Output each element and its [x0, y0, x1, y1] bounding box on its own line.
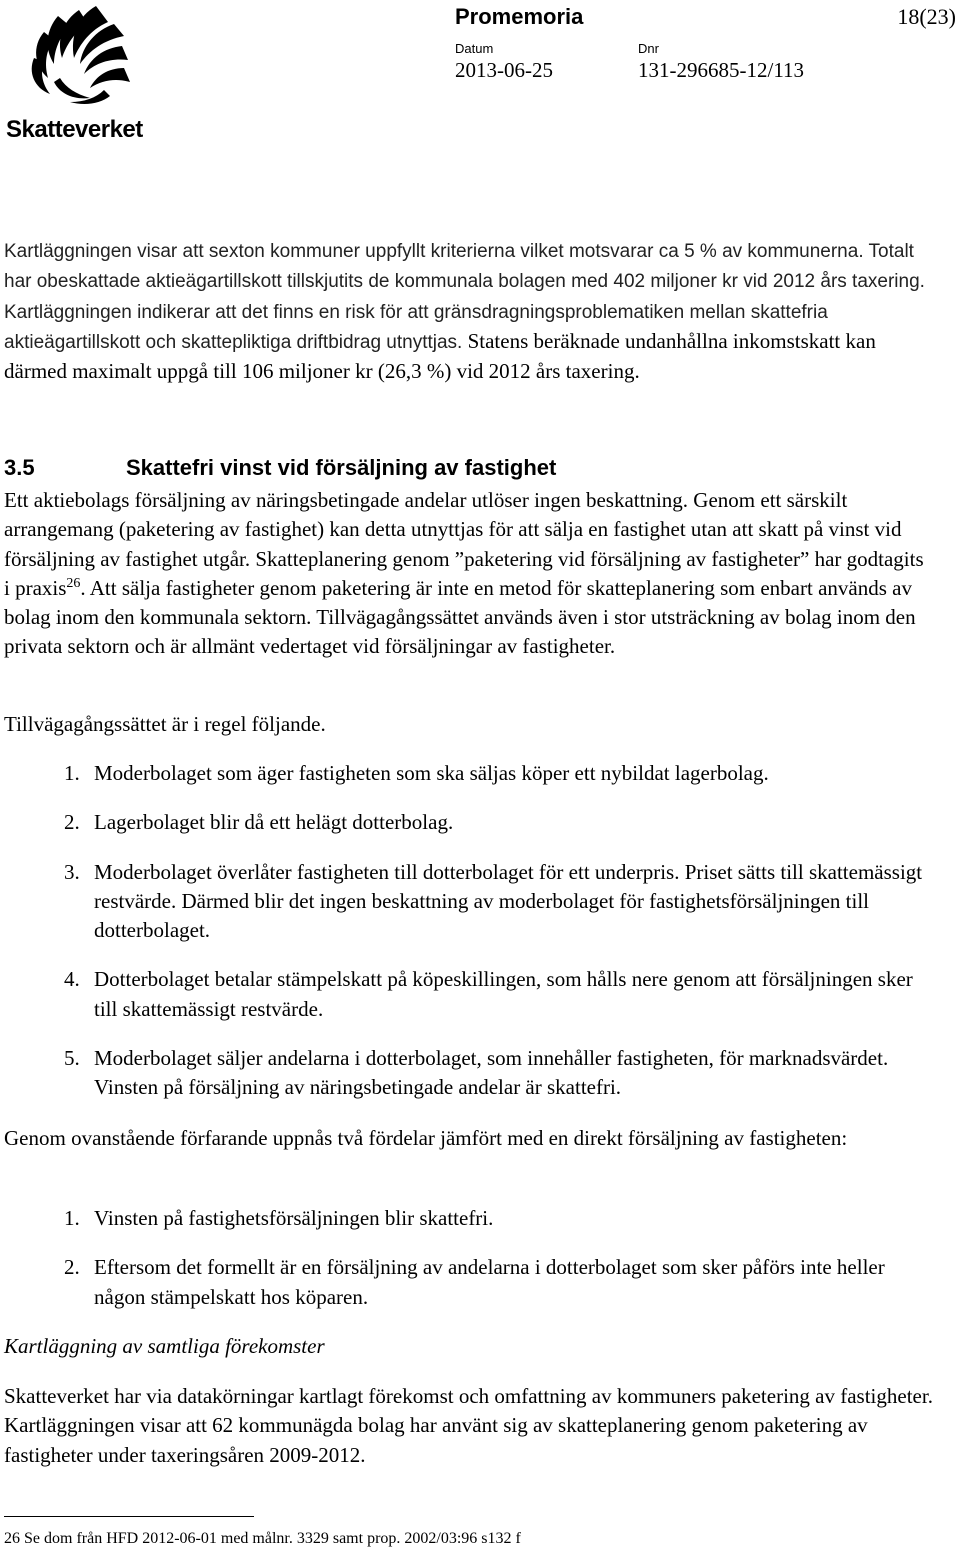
section-heading — [4, 455, 556, 481]
list-text: Vinsten på fastighetsförsäljningen blir skattefri. — [94, 1206, 494, 1230]
list-item — [4, 1253, 934, 1312]
document-type-title: Promemoria — [455, 4, 584, 29]
procedure-steps-list — [4, 759, 934, 1123]
list-number: 5. — [64, 1046, 80, 1071]
footnote-ref: 26 — [66, 575, 81, 591]
list-text: Moderbolaget överlåter fastigheten till dotterbolaget för ett underpris. Priset sätts till skattemässigt restvärde. Därmed blir det ingen beskattning av moderbolaget för fastighetsförsäljningen till dotterbolaget. — [94, 859, 923, 943]
paragraph-run: Statens beräknade undanhållna inkomstskatt kan därmed maximalt uppgå till 106 miljoner kr (26,3 %) vid 2012 års taxering. — [4, 328, 876, 384]
dnr-label: Dnr — [638, 41, 659, 56]
list-number: 3. — [64, 859, 80, 884]
list-number: 2. — [64, 1255, 80, 1280]
paragraph-run: Ett aktiebolags försäljning av näringsbetingade andelar utlöser ingen beskattning. Genom ett särskilt arrangemang (paketering av fastighet) kan detta utnyttjas för att sälja en fastighet utan att skatt på vinst vid försäljning av fastighet utgår. Skatteplanering genom ”paketering vid försäljning av fastigheter” har godtagits i praxis — [4, 488, 924, 600]
list-item — [4, 1204, 934, 1233]
skatteverket-logo — [4, 2, 160, 144]
list-text: Lagerbolaget blir då ett helägt dotterbolag. — [94, 810, 454, 835]
list-text: Eftersom det formellt är en försäljning av andelarna i dotterbolaget som sker påförs inte heller någon stämpelskatt hos köparen. — [94, 1255, 885, 1309]
paragraph-run: . Att sälja fastigheter genom paketering är inte en metod för skatteplanering som enbart används av bolag inom den kommunala sektorn. Tillvägagångssättet används även i stor utsträckning av bolag inom den privata sektorn och är allmänt vedertaget vid försäljningar av fastigheter. — [4, 575, 916, 659]
date-value: 2013-06-25 — [455, 58, 553, 82]
list-text: Moderbolaget säljer andelarna i dotterbolaget, som innehåller fastigheten, för marknadsvärdet. Vinsten på försäljning av näringsbetingade andelar är skattefri. — [94, 1046, 889, 1100]
list-number: 2. — [64, 810, 80, 835]
list-item — [4, 808, 934, 837]
list-number: 4. — [64, 967, 80, 992]
dnr-value: 131-296685-12/113 — [638, 58, 805, 82]
paragraph-survey-packaging: Skatteverket har via datakörningar kartlagt förekomst och omfattning av kommuners paketering av fastigheter. Kartläggningen visar att 62 kommunägda bolag har använt sig av skatteplanering genom paketering av fastigheter under taxeringsåren 2009-2012. — [4, 1384, 933, 1467]
list-item — [4, 858, 934, 946]
footnote-divider — [4, 1516, 254, 1517]
list-item — [4, 1044, 934, 1103]
logo-wordmark: Skatteverket — [6, 116, 143, 143]
section-number: 3.5 — [4, 455, 35, 480]
paragraph-run: Kartläggningen visar att sexton kommuner uppfyllt kriterierna vilket motsvarar ca 5 % av kommunerna. Totalt har obeskattade aktieägartillskott tillskjutits de kommunala bolagen med 402 miljoner kr vid 2012 års taxering. — [4, 241, 925, 293]
list-text: Moderbolaget som äger fastigheten som ska säljas köper ett nybildat lagerbolag. — [94, 761, 769, 785]
paragraph-advantages-intro: Genom ovanstående förfarande uppnås två fördelar jämfört med en direkt försäljning av fastigheten: — [4, 1126, 848, 1150]
footnote: 26 Se dom från HFD 2012-06-01 med målnr. 3329 samt prop. 2002/03:96 s132 f — [4, 1530, 521, 1547]
list-item — [4, 965, 934, 1024]
paragraph-packaging-intro — [4, 486, 934, 662]
crown-swirl-icon — [4, 2, 154, 114]
list-number: 1. — [64, 761, 80, 785]
list-item — [4, 759, 934, 788]
paragraph-procedure-intro: Tillvägagångssättet är i regel följande. — [4, 712, 326, 736]
list-number: 1. — [64, 1206, 80, 1230]
section-title: Skattefri vinst vid försäljning av fastighet — [126, 455, 557, 480]
list-text: Dotterbolaget betalar stämpelskatt på köpeskillingen, som hålls nere genom att försäljningen sker till skattemässigt restvärde. — [94, 967, 913, 1021]
paragraph-survey-results — [4, 236, 934, 386]
date-label: Datum — [455, 41, 494, 56]
advantages-list — [4, 1204, 934, 1332]
subheading-survey: Kartläggning av samtliga förekomster — [4, 1334, 325, 1358]
page-number: 18(23) — [897, 4, 956, 29]
paragraph-run: Kartläggningen indikerar att det finns en risk för att gränsdragningsproblematiken mellan skattefria aktieägartillskott och skattepliktiga driftbidrag utnyttjas. — [4, 301, 828, 353]
